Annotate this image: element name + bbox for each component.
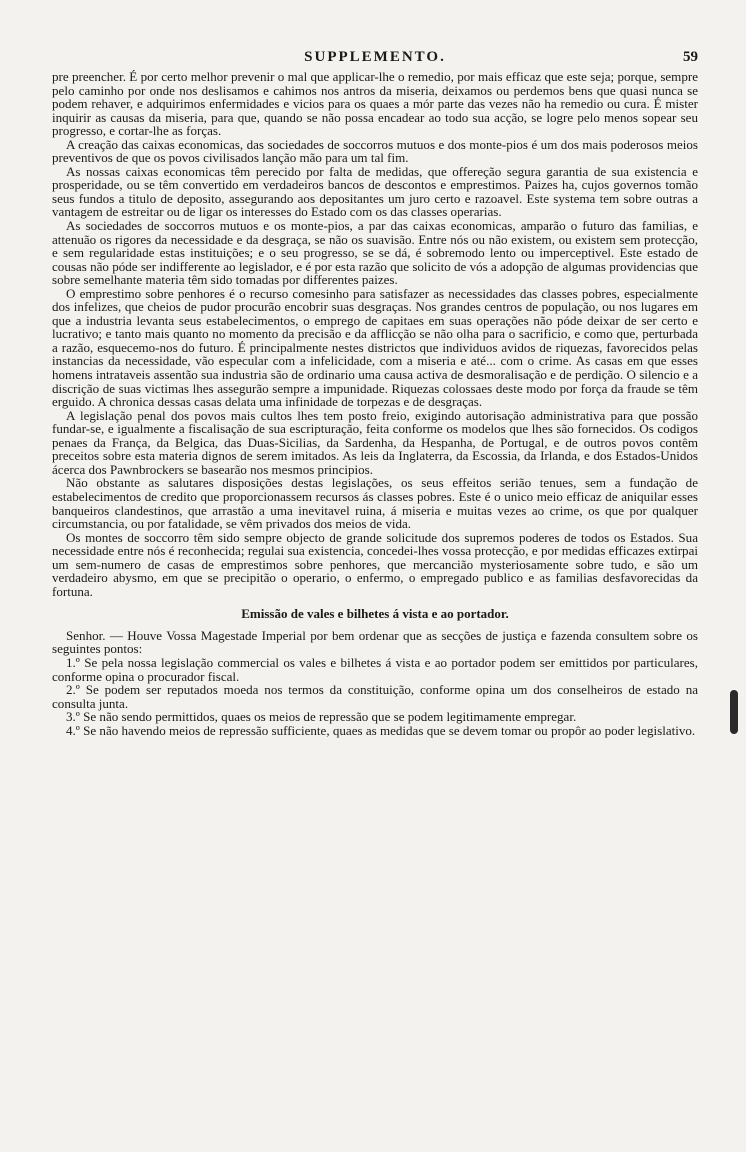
page-header [52, 44, 698, 70]
item-number: 4.º [66, 722, 80, 738]
paragraph-3: As nossas caixas economicas têm perecido por falta de medidas, que offereção segura garantia de sua existencia e prosperidade, ou se têm convertido em verdadeiros bancos de descontos e emprestimos. Paizes ha, cujos governos tomão seus fundos a titulo de deposito, assegurando aos depositantes um juro certo e razoavel. Este systema tem sobre outras a vantagem de estreitar ou de ligar os interesses do Estado com os das classes operarias. [52, 163, 698, 220]
item-number: 3.º [66, 709, 80, 725]
list-item [52, 724, 698, 738]
body-text [52, 70, 698, 737]
item-number: 1.º [66, 654, 80, 670]
page-edge-mark [730, 690, 738, 734]
item-text: Se não sendo permittidos, quaes os meios de repressão que se podem legitimamente empregar. [83, 709, 577, 725]
paragraph-2: A creação das caixas economicas, das sociedades de soccorros mutuos e dos monte-pios é um dos mais poderosos meios preventivos de que os povos civilisados lanção mão para um tal fim. [52, 136, 698, 166]
item-text: Se pela nossa legislação commercial os vales e bilhetes á vista e ao portador podem ser emittidos por particulares, conforme opina o procurador fiscal. [52, 654, 699, 684]
paragraph-6: A legislação penal dos povos mais cultos lhes tem posto freio, exigindo autorisação administrativa para que possão fundar-se, e igualmente a fiscalisação de sua escripturação, feita conforme os modelos que lhes são fornecidos. Os codigos penaes da França, da Belgica, das Duas-Sicilias, da Sardenha, da Hespanha, de Portugal, e de outros povos contêm preceitos sobre esta materia dignos de serem imitados. As leis da Inglaterra, da Escossia, da Irlanda, e dos Estados-Unidos ácerca dos Pawnbrockers se basearão nos mesmos principios. [52, 407, 698, 477]
list-item [52, 656, 698, 683]
paragraph-7: Não obstante as salutares disposições destas legislações, os seus effeitos serião tenues, sem a fundação de estabelecimentos de credito que proporcionassem recursos ás classes pobres. Este é o unico meio efficaz de aniquilar esses banqueiros clandestinos, que arrastão a uma inevitavel ruina, á miseria e muitas vezes ao crime, os que por qualquer circumstancia, ou por fatalidade, se vêm privados dos meios de vida. [52, 475, 698, 532]
list-item [52, 710, 698, 724]
document-page [52, 44, 698, 737]
section-intro: Senhor. — Houve Vossa Magestade Imperial por bem ordenar que as secções de justiça e fazenda consultem sobre os seguintes pontos: [52, 627, 698, 657]
paragraph-5: O emprestimo sobre penhores é o recurso comesinho para satisfazer as necessidades das classes pobres, especialmente dos infelizes, que cheios de pudor procurão encobrir suas desgraças. Nos grandes centros de população, ou nos lugares em que a industria levanta seus estabelecimentos, o emprego de capitaes em suas operações não póde deixar de ser certo e lucrativo; e tanto mais quanto no momento da precisão e da afflicção se não olha para o sacrificio, e como que, perturbada a razão, esquecemo-nos do futuro. É principalmente nestes districtos que individuos avidos de riquezas, favorecidos pelas instancias da necessidade, vão especular com a infelicidade, com a miseria e até... com o crime. As casas em que esses homens intrataveis assentão sua industria são de ordinario uma causa activa de desmoralisação e de perdição. O silencio e a discrição de suas victimas lhes assegurão sempre a impunidade. Riquezas colossaes deste modo por força da fraude se têm erguido. A chronica dessas casas delata uma infinidade de torpezas e de desgraças. [52, 285, 698, 410]
page-number: 59 [683, 49, 698, 65]
running-head: SUPPLEMENTO. [304, 49, 446, 65]
list-item [52, 683, 698, 710]
paragraph-4: As sociedades de soccorros mutuos e os monte-pios, a par das caixas economicas, amparão o futuro das familias, e attenuão os rigores da necessidade e da desgraça, se não os suavisão. Entre nós ou não existem, ou existem sem protecção, e sem regularidade estas instituições; e o seu progresso, se se dá, é sobremodo lento ou imperceptivel. Este estado de cousas não póde ser indifferente ao legislador, e é por esta razão que solicito de vós a adopção de algumas providencias que sobre semelhante materia têm sido tomadas por differentes paizes. [52, 218, 698, 288]
paragraph-8: Os montes de soccorro têm sido sempre objecto de grande solicitude dos supremos poderes de todos os Estados. Sua necessidade entre nós é reconhecida; regulai sua existencia, concedei-lhes vossa protecção, e por medidas efficazes extirpai um sem-numero de casas de emprestimos sobre penhores, que mercancião mysteriosamente sobre tudo, e são um verdadeiro abysmo, em que se precipitão o operario, o enfermo, o empregado publico e as familias desfavorecidas da fortuna. [52, 529, 698, 599]
item-text: Se podem ser reputados moeda nos termos da constituição, conforme opina um dos conselheiros de estado na consulta junta. [52, 682, 699, 711]
item-text: Se não havendo meios de repressão sufficiente, quaes as medidas que se devem tomar ou propôr ao poder legislativo. [83, 722, 696, 738]
section-title: Emissão de vales e bilhetes á vista e ao portador. [241, 606, 509, 622]
item-number: 2.º [66, 682, 80, 698]
paragraph-1: pre preencher. É por certo melhor prevenir o mal que applicar-lhe o remedio, por mais efficaz que este seja; porque, sempre pelo caminho por onde nos deslisamos e cahimos nos antros da miseria, deixamos ou perdemos bens que quasi nunca se podem rehaver, e adquirimos enfermidades e vicios para os quaes a mór parte das vezes não ha remedio ou cura. É mister inquirir as causas da miseria, para que, quando se não possa encadear ao todo sua acção, se logre pelo menos sopear seu progresso, e cortar-lhe as forças. [52, 69, 698, 139]
